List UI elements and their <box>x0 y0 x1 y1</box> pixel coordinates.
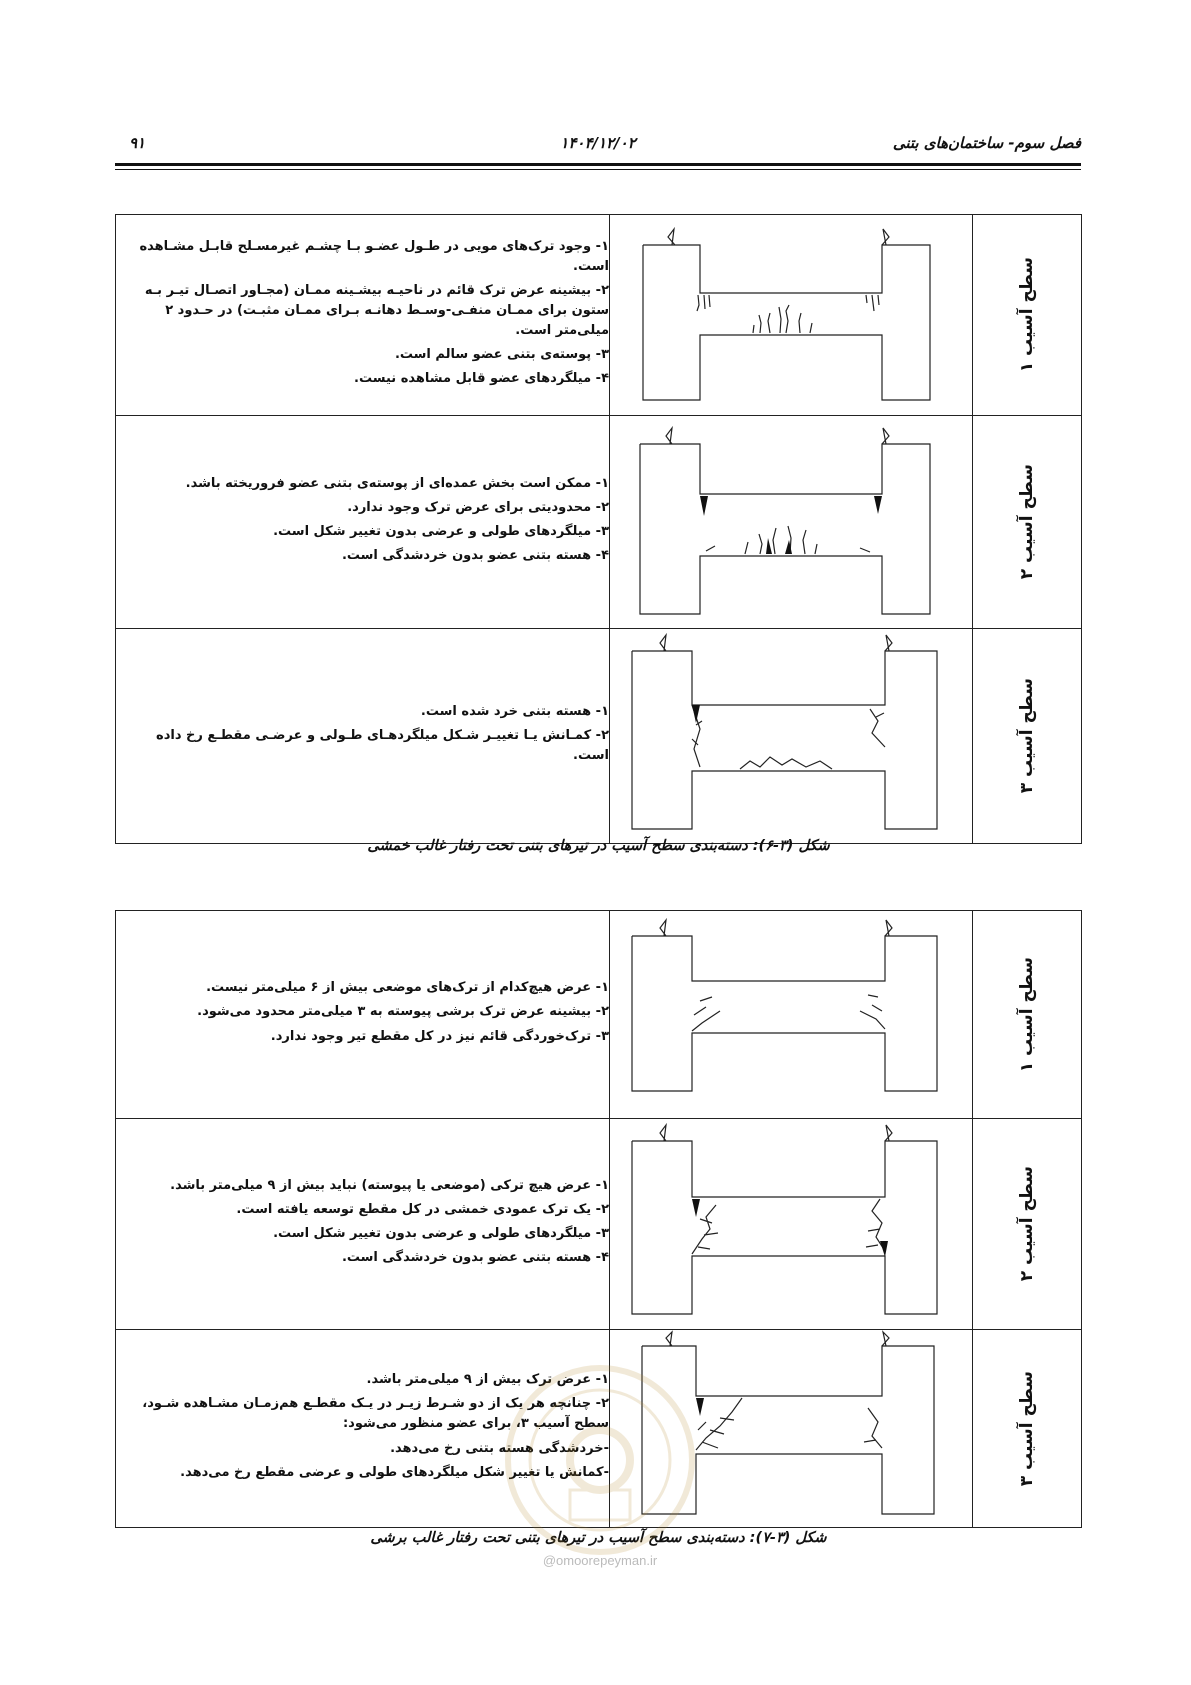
description-cell <box>116 416 610 629</box>
list-item: ۴- هسته بتنی عضو بدون خردشدگی است. <box>341 548 609 564</box>
list-item: ۲- بیشینه عرض ترک قائم در ناحیـه بیشـینه ممـان (مجـاور اتصـال تیـر بـه ستون برای ممـان منفـی-وسـط دهانـه بـرای ممـان مثبـت) در حـدود ۲ میلی‌متر است. <box>144 282 609 339</box>
figure-cell <box>610 1119 973 1330</box>
list-item: ۱- عرض هیچ ترکی (موضعی یا پیوسته) نباید بیش از ۹ میلی‌متر باشد. <box>170 1177 609 1193</box>
list-item: -کمانش یا تغییر شکل میلگردهای طولی و عرضی مقطع رخ می‌دهد. <box>180 1464 609 1480</box>
beam-shear-level2-diagram <box>610 1119 972 1329</box>
table-row <box>116 629 1082 844</box>
level-cell <box>973 1119 1082 1330</box>
figure-cell <box>610 911 973 1119</box>
list-item: ۲- چنانچه هر یک از دو شـرط زیـر در یـک مقطـع هم‌زمـان مشـاهده شـود، سطح آسیب ۳، برای عضو منظور می‌شود: <box>142 1396 609 1432</box>
header-rule-thin <box>115 169 1081 170</box>
damage-level-label: سطح آسیب ۲ <box>1017 1166 1037 1282</box>
level-cell <box>973 911 1082 1119</box>
description-cell <box>116 215 610 416</box>
damage-level-label: سطح آسیب ۳ <box>1017 1370 1037 1487</box>
description-cell <box>116 1119 610 1330</box>
list-item: ۱- عرض ترک بیش از ۹ میلی‌متر باشد. <box>366 1372 609 1388</box>
figure-cell <box>610 416 973 629</box>
level-cell <box>973 215 1082 416</box>
page-date: ۱۴۰۴/۱۲/۰۲ <box>560 134 636 152</box>
flexural-damage-table <box>115 214 1082 844</box>
list-item: -خردشدگی هسته بتنی رخ می‌دهد. <box>390 1440 609 1456</box>
table-row <box>116 215 1082 416</box>
damage-level-label: سطح آسیب ۱ <box>1017 257 1037 373</box>
header-rule-thick <box>115 163 1081 166</box>
page-number: ۹۱ <box>129 134 146 152</box>
beam-flexural-level3-diagram <box>610 629 972 843</box>
description-cell <box>116 911 610 1119</box>
table-row <box>116 911 1082 1119</box>
level-cell <box>973 1330 1082 1528</box>
figure-caption: شکل (۳-۷): دسته‌بندی سطح آسیب در تیرهای بتنی تحت رفتار غالب برشی <box>370 1530 827 1546</box>
chapter-title: فصل سوم- ساختمان‌های بتنی <box>892 134 1081 152</box>
list-item: ۱- وجود ترک‌های مویی در طـول عضـو بـا چشـم غیرمسـلح قابـل مشـاهده است. <box>139 238 609 274</box>
damage-level-label: سطح آسیب ۲ <box>1017 464 1037 580</box>
level-cell <box>973 416 1082 629</box>
damage-level-label: سطح آسیب ۱ <box>1017 956 1037 1073</box>
list-item: ۳- ترک‌خوردگی قائم نیز در کل مقطع تیر وجود ندارد. <box>270 1028 609 1044</box>
list-item: ۱- عرض هیچ‌کدام از ترک‌های موضعی بیش از ۶ میلی‌متر نیست. <box>206 980 609 996</box>
list-item: ۱- هسته بتنی خرد شده است. <box>420 703 609 719</box>
list-item: ۳- میلگردهای طولی و عرضی بدون تغییر شکل است. <box>273 524 609 539</box>
figure-cell <box>610 215 973 416</box>
figure-caption: شکل (۳-۶): دسته‌بندی سطح آسیب در تیرهای بتنی تحت رفتار غالب خمشی <box>367 838 830 854</box>
table-row <box>116 1119 1082 1330</box>
list-item: ۴- هسته بتنی عضو بدون خردشدگی است. <box>341 1250 609 1266</box>
beam-flexural-level2-diagram <box>610 416 972 628</box>
figure-cell <box>610 629 973 844</box>
list-item: ۳- میلگردهای طولی و عرضی بدون تغییر شکل است. <box>273 1226 609 1241</box>
table-row <box>116 416 1082 629</box>
description-cell <box>116 629 610 844</box>
page-header <box>115 130 1081 164</box>
list-item: ۲- کمـانش یـا تغییـر شـکل میلگردهـای طـولی و عرضـی مقطـع رخ داده است. <box>156 727 609 764</box>
beam-shear-level1-diagram <box>610 911 972 1118</box>
list-item: ۴- میلگردهای عضو قابل مشاهده نیست. <box>354 371 609 387</box>
damage-level-label: سطح آسیب ۳ <box>1017 678 1037 794</box>
list-item: ۳- پوسته‌ی بتنی عضو سالم است. <box>394 347 609 363</box>
list-item: ۲- یک ترک عمودی خمشی در کل مقطع توسعه یافته است. <box>236 1201 609 1217</box>
list-item: ۲- محدودیتی برای عرض ترک وجود ندارد. <box>347 499 609 515</box>
list-item: ۲- بیشینه عرض ترک برشی پیوسته به ۳ میلی‌متر محدود می‌شود. <box>197 1004 609 1020</box>
level-cell <box>973 629 1082 844</box>
watermark-url: @omoorepeyman.ir <box>542 1553 658 1568</box>
list-item: ۱- ممکن است بخش عمده‌ای از پوسته‌ی بتنی عضو فروریخته باشد. <box>185 475 609 491</box>
omoore-peyman-seal-icon <box>500 1360 700 1560</box>
beam-flexural-level1-diagram <box>610 215 972 415</box>
